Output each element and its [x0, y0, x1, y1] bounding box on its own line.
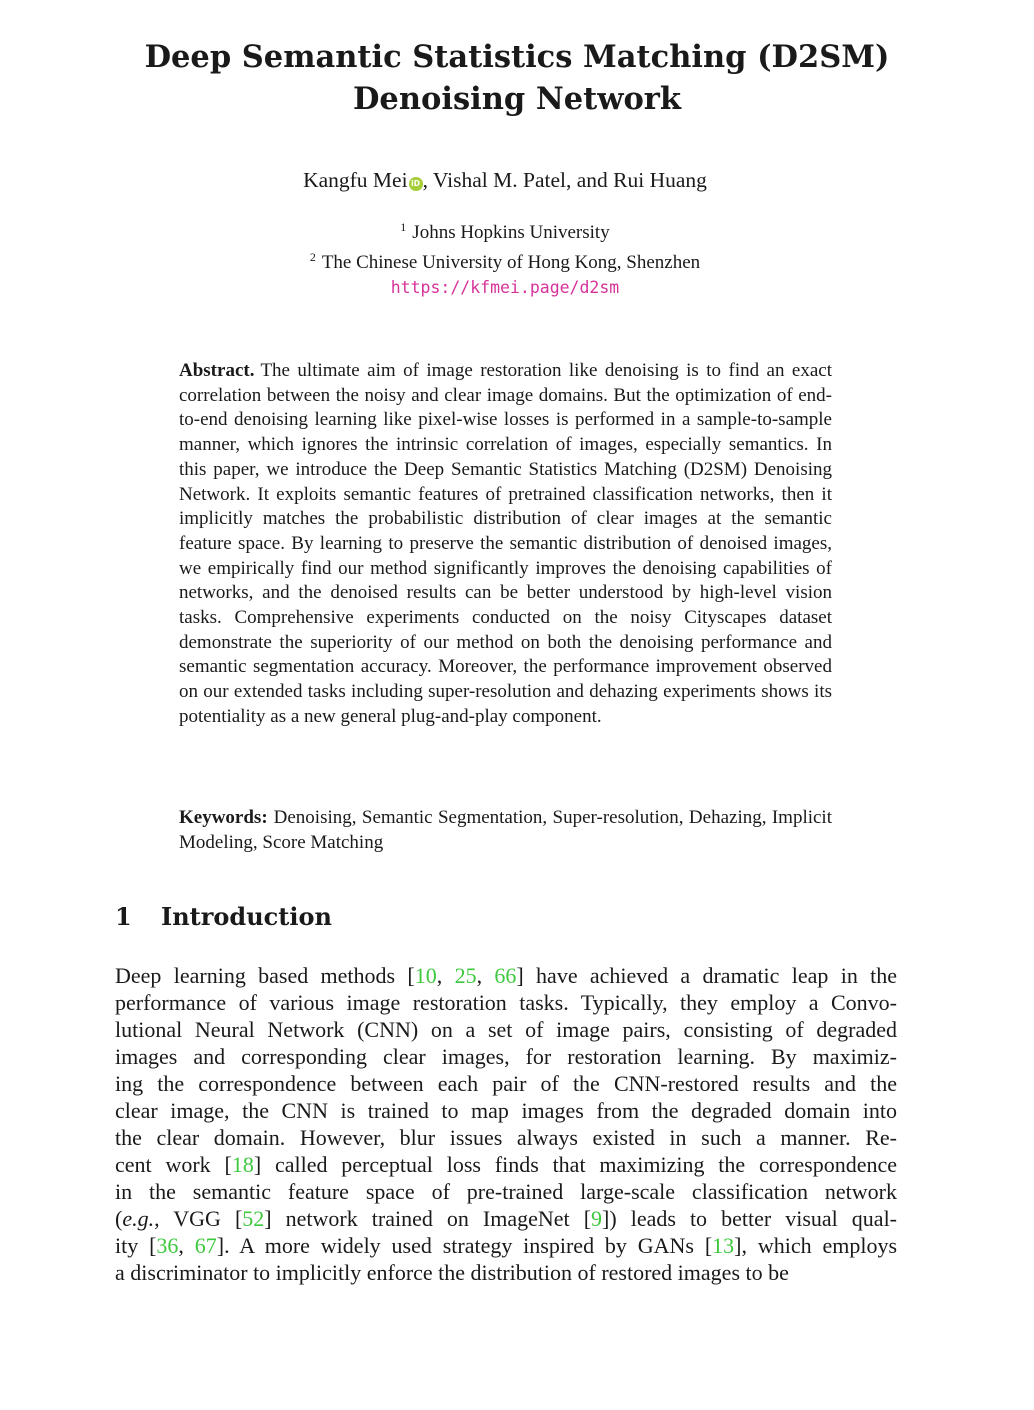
citation-link[interactable]: 67	[194, 1233, 217, 1258]
text-line	[115, 1097, 897, 1124]
text-run: a discriminator to implicitly enforce the distribution of restored images to be	[115, 1260, 789, 1285]
citation-bracket: ]	[253, 1152, 262, 1177]
text-run: ing the correspondence between each pair of the CNN-restored results and the	[115, 1071, 897, 1096]
text-line	[115, 1205, 897, 1232]
citation-bracket: [	[407, 963, 415, 988]
keywords	[179, 806, 832, 855]
section-title: Introduction	[161, 902, 332, 931]
text-line	[115, 1016, 897, 1043]
citation-bracket: ]	[516, 963, 524, 988]
text-line	[115, 1232, 897, 1259]
citation-link[interactable]: 36	[156, 1233, 179, 1258]
text-run: ity	[115, 1233, 150, 1258]
text-line	[115, 1259, 897, 1286]
paper-title	[0, 36, 1034, 120]
affiliation-name: Johns Hopkins University	[412, 222, 610, 243]
text-run: lutional Neural Network (CNN) on a set of image pairs, consisting of degraded	[115, 1017, 897, 1042]
affiliation-mark: 2	[309, 250, 316, 264]
citation-bracket: ]	[602, 1206, 610, 1231]
citation-bracket: [	[234, 1206, 243, 1231]
text-line	[115, 1151, 897, 1178]
text-run: clear image, the CNN is trained to map images from the degraded domain into	[115, 1098, 897, 1123]
citation-bracket: ]	[216, 1233, 225, 1258]
text-line	[115, 962, 897, 989]
citation-link[interactable]: 13	[712, 1233, 735, 1258]
affiliation-mark: 1	[400, 220, 407, 234]
text-run: (	[115, 1206, 123, 1231]
text-line	[115, 989, 897, 1016]
citation-link[interactable]: 10	[414, 963, 437, 988]
text-run: the clear domain. However, blur issues always existed in such a manner. Re-	[115, 1125, 897, 1150]
keywords-text: Denoising, Semantic Segmentation, Super-resolution, Dehazing, Implicit Modeling, Score Matching	[179, 807, 832, 853]
citation-bracket: [	[224, 1152, 232, 1177]
text-line	[115, 1124, 897, 1151]
text-run: performance of various image restoration tasks. Typically, they employ a Convo-	[115, 990, 897, 1015]
citation-bracket: ]	[264, 1206, 272, 1231]
text-run: have achieved a dramatic leap in the	[523, 963, 898, 988]
text-run: cent work	[115, 1152, 225, 1177]
citation-bracket: [	[583, 1206, 592, 1231]
orcid-icon[interactable]: iD	[409, 177, 423, 191]
text-run: network trained on ImageNet	[271, 1206, 584, 1231]
affiliation-2	[0, 245, 1010, 275]
affiliations	[0, 215, 1010, 300]
section-number: 1	[115, 902, 132, 931]
citation-bracket: [	[704, 1233, 713, 1258]
project-url-link[interactable]: https://kfmei.page/d2sm	[390, 278, 620, 297]
text-run: Deep learning based methods	[115, 963, 408, 988]
text-run: in the semantic feature space of pre-trained large-scale classification network	[115, 1179, 897, 1204]
text-line	[115, 1178, 897, 1205]
text-run: ,	[436, 963, 455, 988]
introduction-body	[115, 962, 897, 1286]
text-line	[115, 1043, 897, 1070]
text-run: ,	[476, 963, 495, 988]
text-run: ,	[178, 1233, 195, 1258]
title-line-2: Denoising Network	[352, 81, 681, 117]
title-line-1: Deep Semantic Statistics Matching (D2SM)	[144, 39, 890, 75]
citation-link[interactable]: 18	[231, 1152, 254, 1177]
abstract	[179, 359, 832, 730]
author-first: Kangfu Mei	[303, 168, 408, 192]
abstract-text: The ultimate aim of image restoration like denoising is to find an exact correlation between the noisy and clear image domains. But the optimization of end-to-end denoising learning like pixel-wise losses is performed in a sample-to-sample manner, which ignores the intrinsic correlation of images, especially semantics. In this paper, we introduce the Deep Semantic Statistics Matching (D2SM) Denoising Network. It exploits semantic features of pretrained classification networks, then it implicitly matches the probabilistic distribution of clear images at the semantic feature space. By learning to preserve the semantic distribution of denoised images, we empirically find our method significantly improves the denoising capabilities of networks, and the denoised results can be better understood by high-level vision tasks. Comprehensive experiments conducted on the noisy Cityscapes dataset demonstrate the superiority of our method on both the denoising performance and semantic segmentation accuracy. Moreover, the performance improvement observed on our extended tasks including super-resolution and dehazing experiments shows its potentiality as a new general plug-and-play component.	[179, 360, 832, 727]
text-run: called perceptual loss finds that maximizing the correspondence	[261, 1152, 897, 1177]
text-run: images and corresponding clear images, for restoration learning. By maximiz-	[115, 1044, 897, 1069]
citation-bracket: [	[149, 1233, 157, 1258]
affiliation-1	[0, 215, 1010, 245]
keywords-label: Keywords:	[179, 807, 268, 828]
citation-link[interactable]: 9	[591, 1206, 603, 1231]
affiliation-name: The Chinese University of Hong Kong, Shenzhen	[321, 252, 701, 273]
section-heading	[115, 900, 332, 934]
citation-link[interactable]: 25	[454, 963, 477, 988]
abstract-label: Abstract.	[179, 360, 255, 381]
text-run: , VGG	[154, 1206, 235, 1231]
author-list	[0, 166, 1010, 194]
italic-text: e.g.	[122, 1206, 155, 1231]
text-run: , which employs	[741, 1233, 898, 1258]
citation-link[interactable]: 66	[494, 963, 517, 988]
citation-link[interactable]: 52	[242, 1206, 265, 1231]
author-rest: , Vishal M. Patel, and Rui Huang	[422, 168, 707, 192]
text-line	[115, 1070, 897, 1097]
citation-bracket: ]	[734, 1233, 742, 1258]
text-run: . A more widely used strategy inspired by GANs	[224, 1233, 705, 1258]
text-run: ) leads to better visual qual-	[609, 1206, 898, 1231]
